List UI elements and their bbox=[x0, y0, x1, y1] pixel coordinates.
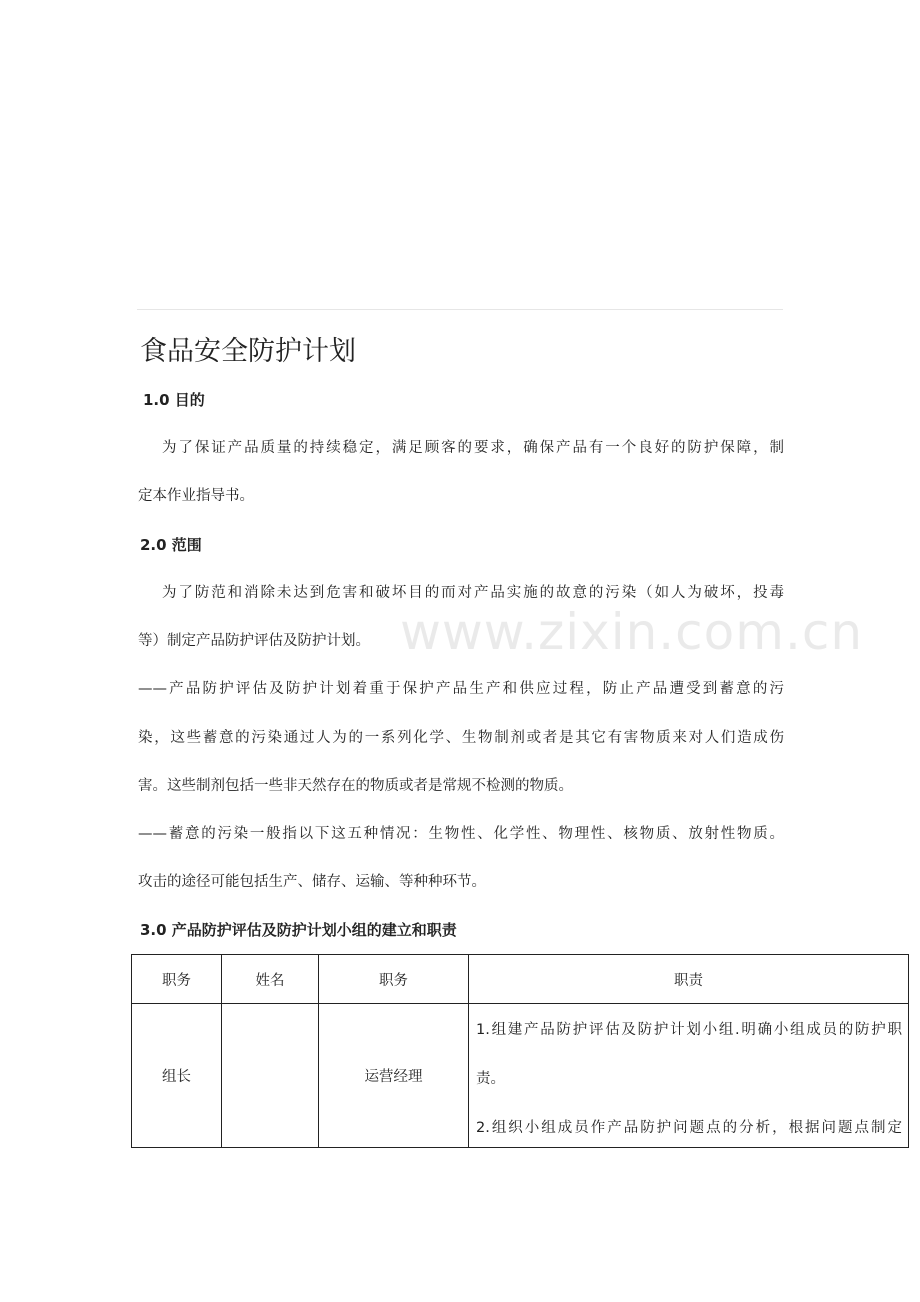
position-cell: 运营经理 bbox=[319, 1004, 469, 1148]
paragraph-line: 为了保证产品质量的持续稳定，满足顾客的要求，确保产品有一个良好的防护保障，制 bbox=[162, 440, 784, 456]
document-title: 食品安全防护计划 bbox=[140, 336, 356, 367]
column-header: 姓名 bbox=[222, 955, 319, 1004]
duties-cell bbox=[469, 1004, 909, 1148]
duty-line: 1.组建产品防护评估及防护计划小组.明确小组成员的防护职 bbox=[476, 1022, 902, 1038]
responsibility-table bbox=[131, 954, 909, 1148]
paragraph-line: 等）制定产品防护评估及防护计划。 bbox=[138, 633, 370, 649]
paragraph-line: 染，这些蓄意的污染通过人为的一系列化学、生物制剂或者是其它有害物质来对人们造成伤 bbox=[138, 730, 784, 746]
paragraph-line: 攻击的途径可能包括生产、储存、运输、等种种环节。 bbox=[138, 874, 486, 890]
paragraph-line: ——蓄意的污染一般指以下这五种情况：生物性、化学性、物理性、核物质、放射性物质。 bbox=[138, 826, 784, 842]
section-heading-scope: 2.0 范围 bbox=[140, 536, 202, 554]
paragraph-line: 害。这些制剂包括一些非天然存在的物质或者是常规不检测的物质。 bbox=[138, 778, 573, 794]
paragraph-line: 为了防范和消除未达到危害和破坏目的而对产品实施的故意的污染（如人为破坏，投毒 bbox=[162, 585, 784, 601]
column-header: 职务 bbox=[132, 955, 222, 1004]
section-heading-team: 3.0 产品防护评估及防护计划小组的建立和职责 bbox=[140, 921, 457, 939]
header-divider bbox=[137, 309, 783, 310]
duty-line: 2.组织小组成员作产品防护问题点的分析，根据问题点制定 bbox=[476, 1120, 902, 1136]
name-cell bbox=[222, 1004, 319, 1148]
column-header: 职责 bbox=[469, 955, 909, 1004]
section-heading-purpose: 1.0 目的 bbox=[143, 391, 205, 409]
duty-line: 责。 bbox=[476, 1071, 505, 1087]
table-header-row bbox=[132, 955, 909, 1004]
duties-list bbox=[476, 1004, 902, 1147]
table-row bbox=[132, 1004, 909, 1148]
watermark: www.zixin.com.cn bbox=[400, 603, 864, 661]
column-header: 职务 bbox=[319, 955, 469, 1004]
paragraph-line: ——产品防护评估及防护计划着重于保护产品生产和供应过程，防止产品遭受到蓄意的污 bbox=[138, 681, 784, 697]
paragraph-line: 定本作业指导书。 bbox=[138, 488, 254, 504]
role-cell: 组长 bbox=[132, 1004, 222, 1148]
